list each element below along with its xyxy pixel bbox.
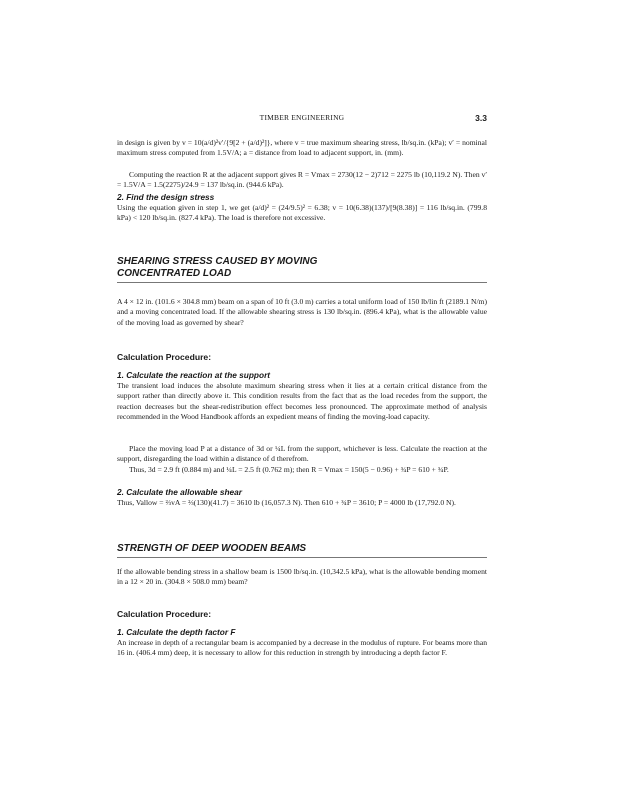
- carryover-paragraph-3: Using the equation given in step 1, we get (a/d)² = (24/9.5)² = 6.38; v = 10(6.38)(137)/[9(8.38)] = 116 lb/sq.in. (799.8 kPa) < 120 lb/sq.in. (827.4 kPa). The load is therefore not excessive.: [117, 203, 487, 223]
- step1-paragraph-2: Place the moving load P at a distance of 3d or ¼L from the support, whichever is less. Calculate the reaction at the support, disregarding the load within a distance of d therefrom.: [117, 444, 487, 464]
- problem-statement-moving-load: A 4 × 12 in. (101.6 × 304.8 mm) beam on a span of 10 ft (3.0 m) carries a total uniform load of 150 lb/lin ft (2189.1 N/m) and a moving concentrated load. If the allowable shearing stress is 130 lb/sq.in. (896.4 kPa), what is the allowable value of the moving load as governed by shear?: [117, 297, 487, 327]
- problem-statement-deep-beams: If the allowable bending stress in a shallow beam is 1500 lb/sq.in. (10,342.5 kPa), what is the allowable bending moment in a 12 × 20 in. (304.8 × 508.0 mm) beam?: [117, 567, 487, 587]
- section-title-deep-beams: STRENGTH OF DEEP WOODEN BEAMS: [117, 543, 487, 558]
- step-heading-depth-factor: 1. Calculate the depth factor F: [117, 627, 236, 637]
- calculation-procedure-heading: Calculation Procedure:: [117, 352, 212, 362]
- carryover-paragraph-1: in design is given by v = 10(a/d)²v′/{9[2 + (a/d)²]}, where v = true maximum shearing stress, lb/sq.in. (kPa); v′ = nominal maximum stress computed from 1.5V/A; a = distance from load to adjacent support, in. (mm).: [117, 138, 487, 158]
- step-heading-calculate-reaction: 1. Calculate the reaction at the support: [117, 370, 271, 380]
- section-title-line-1: SHEARING STRESS CAUSED BY MOVING: [117, 256, 318, 267]
- step-heading-allowable-shear: 2. Calculate the allowable shear: [117, 487, 242, 497]
- carryover-paragraph-2: Computing the reaction R at the adjacent support gives R = Vmax = 2730(12 − 2)712 = 2275 lb (10,119.2 N). Then v′ = 1.5V/A = 1.5(2275)/24.9 = 137 lb/sq.in. (944.6 kPa).: [117, 170, 487, 190]
- step2-paragraph-1: Thus, Vallow = ⅔vA = ⅔(130)(41.7) = 3610 lb (16,057.3 N). Then 610 + ¾P = 3610; P = 4000 lb (17,792.0 N).: [117, 498, 456, 507]
- step-heading-find-design-stress: 2. Find the design stress: [117, 192, 215, 202]
- step1-paragraph-1: The transient load induces the absolute maximum shearing stress when it lies at a certain critical distance from the support rather than directly above it. This condition results from the fact that as the load recedes from the support, the reaction decreases but the shear-redistribution effect becomes less pronounced. The approximate method of analysis recommended in the Wood Handbook affords an expedient means of finding the moving-load capacity.: [117, 381, 487, 422]
- calculation-procedure-heading-2: Calculation Procedure:: [117, 609, 212, 619]
- section-title-line-2: CONCENTRATED LOAD: [117, 268, 232, 279]
- running-header: [117, 112, 487, 124]
- running-title: TIMBER ENGINEERING: [259, 113, 345, 122]
- depth-factor-paragraph: An increase in depth of a rectangular beam is accompanied by a decrease in the modulus of rupture. For beams more than 16 in. (406.4 mm) deep, it is necessary to allow for this reduction in strength by introducing a depth factor F.: [117, 638, 487, 658]
- step1-paragraph-3: Thus, 3d = 2.9 ft (0.884 m) and ¼L = 2.5 ft (0.762 m); then R = Vmax = 150(5 − 0.96) + ¾P = 610 + ¾P.: [129, 465, 449, 474]
- page-number: 3.3: [475, 113, 487, 123]
- section-title-moving-load: [117, 256, 487, 283]
